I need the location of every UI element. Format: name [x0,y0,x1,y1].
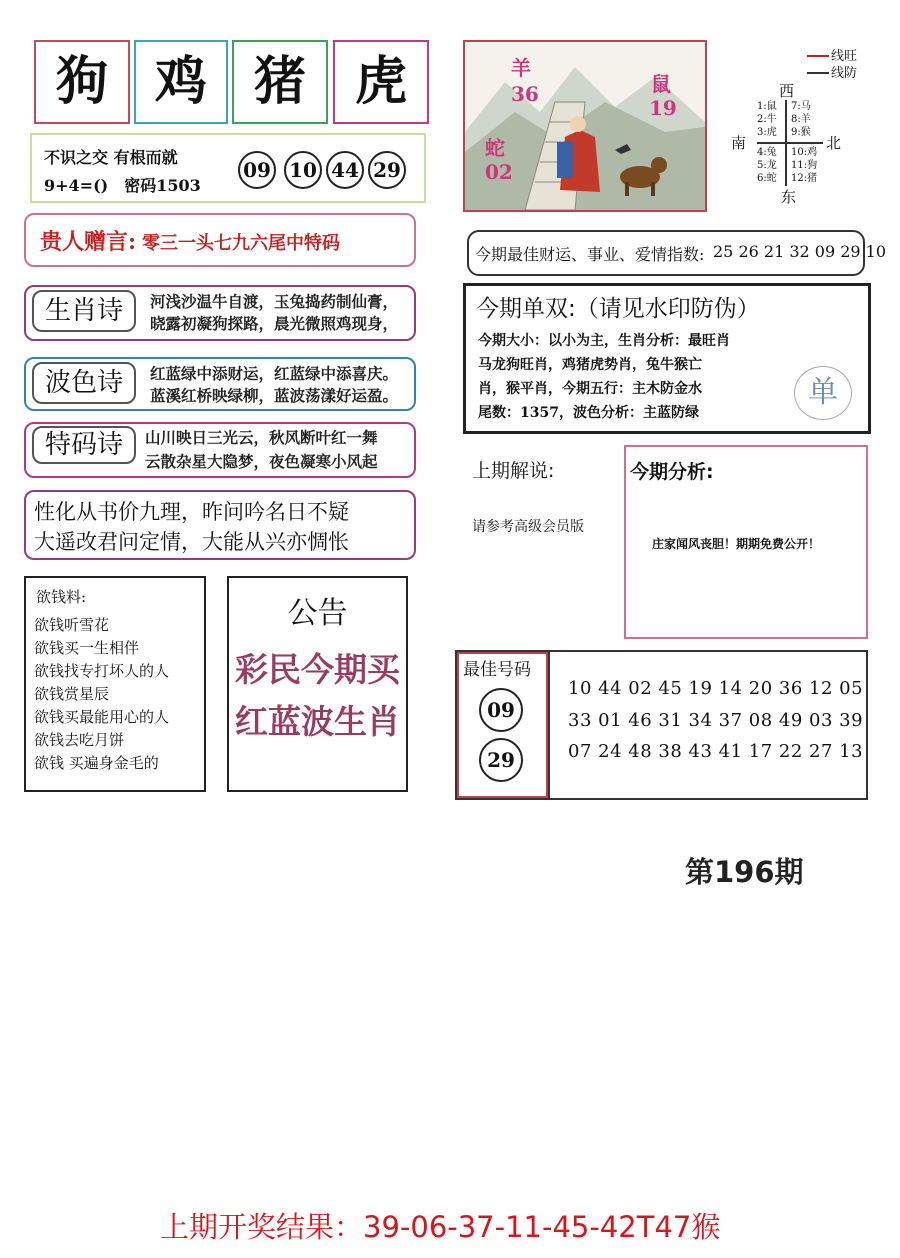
painting [463,40,707,212]
compass-south: 南 [731,134,747,152]
noble-words-banner [24,213,416,267]
zodiac-cell: 9:猴 [791,127,811,138]
noble-words-label: 贵人赠言: [40,229,137,255]
last-explain-label: 上期解说: [472,460,555,482]
fortune-index-label: 今期最佳财运、事业、爱情指数: [475,245,705,264]
painting-num-snake: 02 [485,160,513,184]
compass [725,44,875,209]
clue-ball-2: 10 [284,151,322,189]
clue-line-2: 9+4=() 密码1503 [44,176,201,195]
zodiac-title-pig: 猪 [232,40,328,124]
compass-east: 东 [781,188,797,206]
want-money-item: 欲钱赏星辰 [34,685,110,703]
want-money-title: 欲钱料: [36,588,87,606]
special-poem-line-2: 云散杂星大隐梦，夜色凝寒小风起 [145,452,378,471]
legend-wang-label: 线旺 [831,49,858,64]
clue-ball-1: 09 [238,151,276,189]
zodiac-cell: 11:狗 [791,160,818,171]
big-poem-line-1: 性化从书价九理，昨问吟名日不疑 [34,500,349,524]
clue-line-1: 不识之交 有根而就 [44,148,178,167]
zodiac-poem-tag: 生肖诗 [32,290,136,332]
last-explain-ref: 请参考高级会员版 [472,519,584,535]
zodiac-cell: 12:猪 [791,173,818,184]
best-number-ball-1: 09 [479,688,523,732]
zodiac-title-tiger: 虎 [333,40,429,124]
this-analysis-box [624,445,868,639]
compass-col-right-top [791,100,811,139]
compass-horizontal-line [757,142,823,144]
color-poem-tag: 波色诗 [32,362,136,404]
compass-col-right-bottom [791,146,817,185]
notice-line-1: 彩民今期买 [235,650,400,689]
zodiac-cell: 10:鸡 [791,147,818,158]
notice-title: 公告 [287,596,348,631]
want-money-item: 欲钱听雪花 [34,616,110,634]
want-money-list [34,614,169,775]
zodiac-poem-line-2: 晓露初凝狗探路，晨光微照鸡现身， [150,314,399,333]
single-double-line-2: 马龙狗旺肖，鸡猪虎势肖，兔牛猴亡 [478,357,702,373]
zodiac-title-dog: 狗 [34,40,130,124]
single-double-title: 今期单双:（请见水印防伪） [476,296,760,322]
compass-north: 北 [826,134,842,152]
single-double-line-4: 尾数：1357，波色分析：主蓝防绿 [478,405,699,421]
single-double-panel [463,283,871,434]
single-watermark-badge: 单 [794,366,852,420]
legend-fang-label: 线防 [831,66,858,81]
issue-number: 第196期 [685,855,804,889]
this-analysis-label: 今期分析: [630,461,714,483]
noble-words-text: 零三一头七九六尾中特码 [142,233,340,254]
fortune-index-numbers: 25 26 21 32 09 29 10 [713,242,887,261]
painting-num-rat: 19 [649,96,677,120]
big-poem-box [24,490,416,560]
best-numbers-row-2: 33 01 46 31 34 37 08 49 03 39 [568,710,864,731]
color-poem-line-2: 蓝溪红桥映绿柳，蓝波荡漾好运盈。 [150,386,399,405]
want-money-item: 欲钱找专打坏人的人 [34,662,170,680]
painting-label-sheep: 羊 [511,56,531,80]
compass-col-left-bottom [757,146,777,185]
painting-label-snake: 蛇 [485,136,505,160]
painting-label-rat: 鼠 [651,72,671,96]
want-money-item: 欲钱买一生相伴 [34,639,140,657]
painting-num-sheep: 36 [511,82,539,106]
best-numbers-label: 最佳号码 [463,660,531,680]
fortune-index-box [467,230,887,276]
zodiac-title-rooster: 鸡 [134,40,228,124]
legend-fang-line [807,72,829,74]
compass-west: 西 [779,82,795,100]
want-money-item: 欲钱去吃月饼 [34,731,125,749]
this-analysis-text: 庄家闻风丧胆！期期免费公开！ [652,537,821,551]
single-double-line-1: 今期大小：以小为主，生肖分析：最旺肖 [478,333,730,349]
best-numbers-row-1: 10 44 02 45 19 14 20 36 12 05 [568,678,864,699]
best-numbers-row-3: 07 24 48 38 43 41 17 22 27 13 [568,741,864,762]
want-money-item: 欲钱买最能用心的人 [34,708,170,726]
want-money-box [24,576,206,792]
zodiac-cell: 1:鼠 [757,101,777,112]
zodiac-cell: 6:蛇 [757,173,777,184]
legend-wang-line [807,55,829,57]
clue-box [30,133,426,203]
single-double-line-3: 肖，猴平肖，今期五行：主木防金水 [478,381,702,397]
zodiac-cell: 8:羊 [791,114,811,125]
clue-ball-4: 29 [368,151,406,189]
zodiac-cell: 5:龙 [757,160,777,171]
best-number-ball-2: 29 [479,738,523,782]
last-result: 上期开奖结果：39-06-37-11-45-42T47猴 [160,1210,721,1244]
compass-col-left-top [757,100,777,139]
color-poem-line-1: 红蓝绿中添财运，红蓝绿中添喜庆。 [150,364,399,383]
notice-box [227,576,408,792]
notice-line-2: 红蓝波生肖 [235,702,400,741]
special-poem-line-1: 山川映日三光云，秋风断叶红一舞 [145,428,378,447]
zodiac-cell: 3:虎 [757,127,777,138]
zodiac-cell: 2:牛 [757,114,777,125]
special-poem-tag: 特码诗 [32,426,136,464]
zodiac-poem-line-1: 河浅沙温牛自渡，玉兔捣药制仙膏， [150,292,399,311]
zodiac-cell: 7:马 [791,101,811,112]
clue-ball-3: 44 [326,151,364,189]
big-poem-line-2: 大遥改君问定情，大能从兴亦惆怅 [34,530,349,554]
zodiac-cell: 4:兔 [757,147,777,158]
want-money-item: 欲钱 买遍身金毛的 [34,754,159,772]
